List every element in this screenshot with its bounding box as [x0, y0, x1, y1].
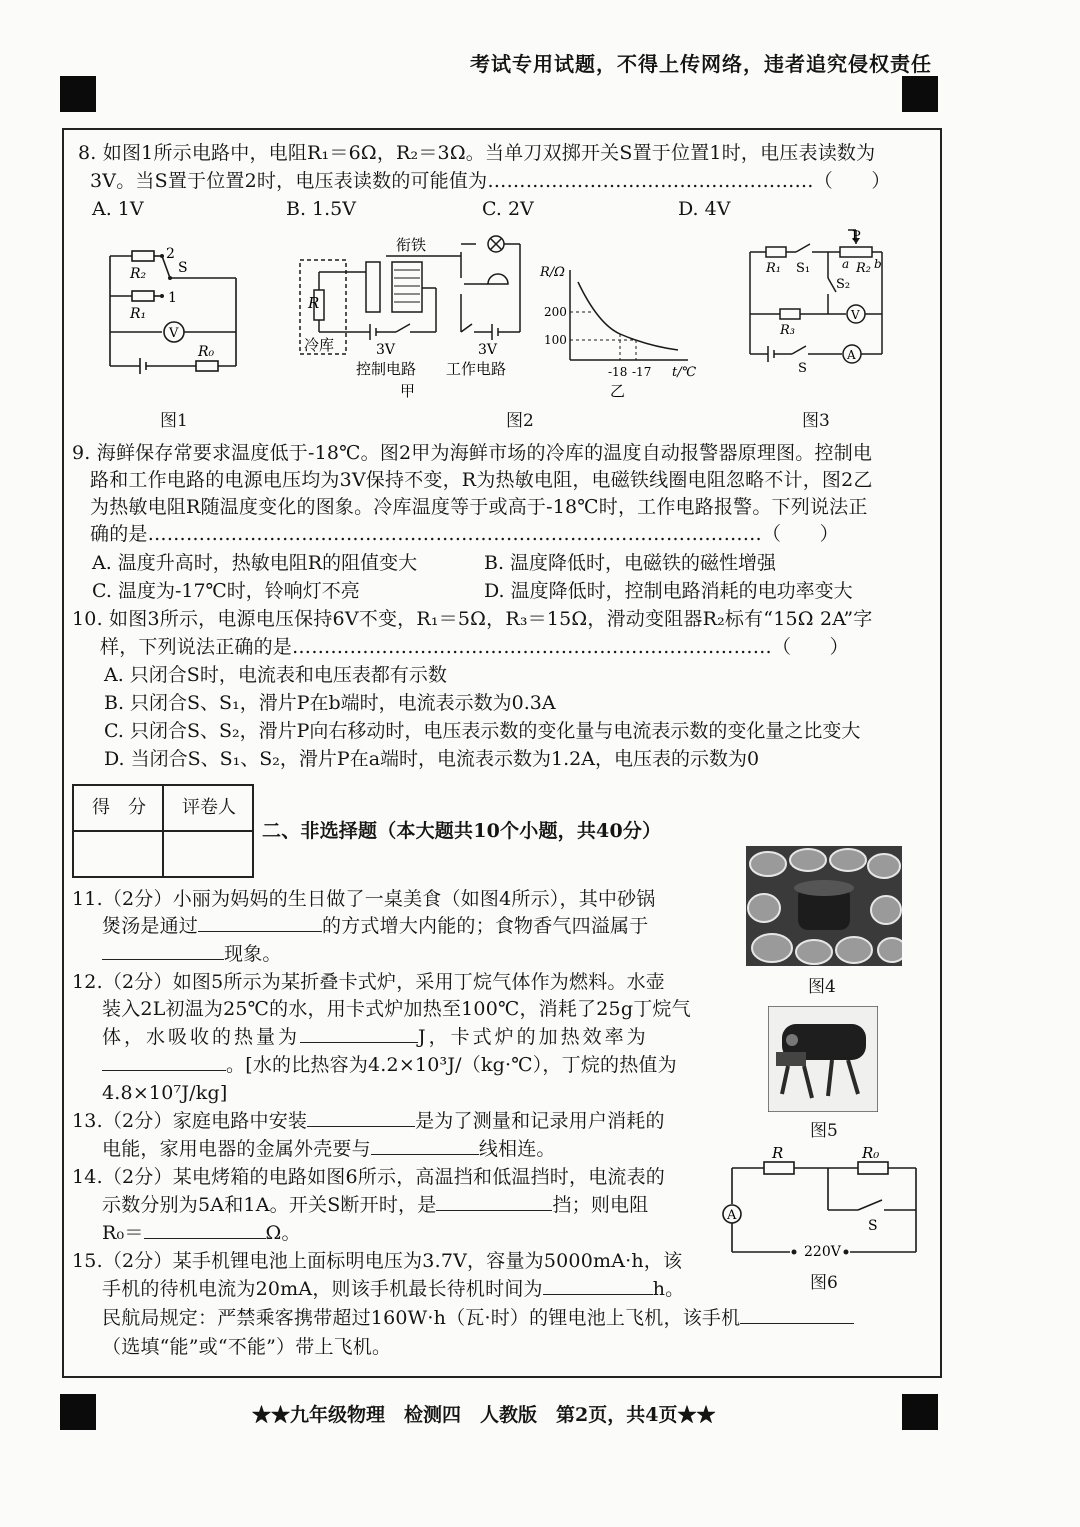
- fig3-label-ammeter: A: [847, 348, 856, 362]
- q15-blank-1[interactable]: [543, 1276, 653, 1295]
- graph-y-tick-200: 200: [544, 305, 567, 319]
- figure-3-circuit: [740, 226, 890, 380]
- registration-marker-bottom-right: [902, 1394, 938, 1430]
- q15-line-3: [102, 1305, 854, 1331]
- q10-option-a: A. 只闭合S时，电流表和电压表都有示数: [104, 664, 447, 686]
- fig6-label-r0: R₀: [862, 1146, 880, 1162]
- registration-marker-bottom-left: [60, 1394, 96, 1430]
- q15-text-b: h。: [652, 1278, 685, 1300]
- q12-line-2: 装入2L初温为25℃的水，用卡式炉加热至100℃，消耗了25g丁烷气: [102, 998, 691, 1020]
- fig2-label-armature: 衔铁: [396, 236, 427, 254]
- registration-marker-top-left: [60, 76, 96, 112]
- fig2-label-control-circuit: 控制电路: [356, 360, 417, 378]
- q12-blank-2[interactable]: [102, 1052, 226, 1071]
- fig1-label-s: S: [178, 260, 188, 276]
- fig1-label-v: V: [169, 326, 179, 341]
- q11-blank-2[interactable]: [102, 941, 224, 960]
- fig2-label-work-circuit: 工作电路: [446, 360, 507, 378]
- q12-line-4: [102, 1052, 677, 1078]
- q10-option-d: D. 当闭合S、S₁、S₂，滑片P在a端时，电流表示数为1.2A，电压表的示数为0: [104, 748, 760, 770]
- fig3-label-a: a: [842, 257, 850, 271]
- q13-text-d: 线相连。: [478, 1138, 556, 1160]
- q12-line-1: 12.（2分）如图5所示为某折叠卡式炉，采用丁烷气体作为燃料。水壶: [72, 971, 665, 993]
- figure-1-circuit: [100, 236, 250, 376]
- fig3-label-r3: R₃: [780, 323, 795, 338]
- fig2-label-r: R: [308, 294, 320, 312]
- figure-2-caption: 图2: [506, 411, 534, 431]
- score-header: 得 分: [92, 797, 146, 818]
- q15-blank-2[interactable]: [740, 1305, 854, 1324]
- figure-4-caption: 图4: [808, 977, 836, 997]
- q13-blank-2[interactable]: [371, 1136, 479, 1155]
- q13-text-c: 电能，家用电器的金属外壳要与: [102, 1138, 371, 1160]
- exam-notice: 考试专用试题，不得上传网络，违者追究侵权责任: [470, 52, 932, 76]
- q14-blank-1[interactable]: [436, 1192, 552, 1211]
- q14-text-a: 示数分别为5A和1A。开关S断开时，是: [102, 1194, 437, 1216]
- q10-option-c: C. 只闭合S、S₂，滑片P向右移动时，电压表示数的变化量与电流表示数的变化量之比变大: [104, 720, 861, 742]
- q15-text-a: 手机的待机电流为20mA，则该手机最长待机时间为: [102, 1278, 543, 1300]
- fig1-label-r1: R₁: [130, 306, 147, 322]
- q8-line-1: 8. 如图1所示电路中，电阻R₁＝6Ω，R₂＝3Ω。当单刀双掷开关S置于位置1时，电压表读数为: [78, 142, 876, 164]
- fig3-label-r1: R₁: [766, 261, 781, 276]
- q9-line-1: 9. 海鲜保存常要求温度低于-18℃。图2甲为海鲜市场的冷库的温度自动报警器原理图。控制电: [72, 442, 873, 464]
- q8-option-c: C. 2V: [482, 198, 534, 220]
- fig1-label-2: 2: [166, 246, 175, 262]
- q13-blank-1[interactable]: [307, 1108, 415, 1127]
- q9-line-2: 路和工作电路的电源电压均为3V保持不变，R为热敏电阻，电磁铁线圈电阻忽略不计，图2乙: [90, 469, 873, 491]
- q15-line-2: [102, 1276, 684, 1302]
- fig2-label-3v-control: 3V: [376, 342, 396, 358]
- q12-text-b: J，卡式炉的加热效率为: [418, 1026, 649, 1048]
- fig2-label-3v-work: 3V: [478, 342, 498, 358]
- q14-text-b: 挡；则电阻: [552, 1194, 649, 1216]
- registration-marker-top-right: [902, 76, 938, 112]
- q10-option-b: B. 只闭合S、S₁，滑片P在b端时，电流表示数为0.3A: [104, 692, 556, 714]
- q15-line-1: 15.（2分）某手机锂电池上面标明电压为3.7V，容量为5000mA·h，该: [72, 1250, 683, 1272]
- graph-xlabel: t/℃: [672, 365, 697, 380]
- fig3-label-v: V: [851, 308, 860, 322]
- q9-option-d: D. 温度降低时，控制电路消耗的电功率变大: [484, 580, 853, 602]
- q14-line-1: 14.（2分）某电烤箱的电路如图6所示，高温挡和低温挡时，电流表的: [72, 1166, 665, 1188]
- q11-line-3: [102, 941, 282, 967]
- q13-line-2: [102, 1136, 556, 1162]
- figure-5-caption: 图5: [810, 1121, 838, 1141]
- grader-header: 评卷人: [182, 797, 236, 818]
- figure-6-oven-circuit: [720, 1146, 930, 1260]
- fig6-label-220v: 220V: [804, 1244, 841, 1260]
- page-footer: ★★九年级物理 检测四 人教版 第2页，共4页★★: [252, 1404, 716, 1426]
- figure-1-caption: 图1: [160, 411, 188, 431]
- q12-text-a: 体，水吸收的热量为: [102, 1026, 301, 1048]
- figure-2-alarm-circuit: [296, 232, 526, 402]
- graph-x-tick-minus17: -17: [632, 365, 652, 379]
- graph-y-tick-100: 100: [544, 333, 567, 347]
- q13-line-1: [72, 1108, 665, 1134]
- q10-line-2: 样，下列说法正确的是…………………………………………………………………（ ）: [100, 636, 849, 658]
- q14-blank-2[interactable]: [144, 1220, 266, 1239]
- figure-3-caption: 图3: [802, 411, 830, 431]
- fig6-label-r: R: [772, 1146, 784, 1162]
- q14-line-2: [102, 1192, 648, 1218]
- q9-option-b: B. 温度降低时，电磁铁的磁性增强: [484, 552, 777, 574]
- graph-r-t-curve: [578, 282, 678, 350]
- figure-6-caption: 图6: [810, 1273, 838, 1293]
- fig3-label-s2: S₂: [836, 277, 851, 292]
- q11-text-b: 的方式增大内能的；食物香气四溢属于: [322, 915, 649, 937]
- q9-line-3: 为热敏电阻R随温度变化的图象。冷库温度等于或高于-18℃时，工作电路报警。下列说法正: [90, 496, 868, 518]
- fig3-label-s: S: [798, 361, 807, 376]
- q15-line-4: （选填“能”或“不能”）带上飞机。: [102, 1336, 392, 1358]
- q9-option-a: A. 温度升高时，热敏电阻R的阻值变大: [92, 552, 418, 574]
- q11-blank-1[interactable]: [198, 913, 322, 932]
- graph-ylabel: R/Ω: [540, 265, 565, 280]
- q11-line-2: [102, 913, 648, 939]
- graph-x-tick-minus18: -18: [608, 365, 628, 379]
- fig6-label-ammeter: A: [727, 1208, 737, 1223]
- score-table: [72, 784, 254, 878]
- section-2-title: 二、非选择题（本大题共10个小题，共40分）: [262, 820, 662, 842]
- q14-text-c: R₀＝: [102, 1222, 144, 1244]
- fig1-label-r2: R₂: [130, 266, 147, 282]
- fig3-label-b: b: [874, 257, 882, 271]
- q8-option-a: A. 1V: [92, 198, 144, 220]
- fig3-label-p: P: [852, 229, 861, 244]
- q13-text-b: 是为了测量和记录用户消耗的: [415, 1110, 665, 1132]
- q8-option-d: D. 4V: [678, 198, 731, 220]
- q14-text-d: Ω。: [265, 1222, 301, 1244]
- fig2-sub-caption-jia: 甲: [400, 382, 416, 400]
- graph-caption-yi: 乙: [610, 382, 626, 400]
- q15-text-c: 民航局规定：严禁乘客携带超过160W·h（瓦·时）的锂电池上飞机，该手机: [102, 1307, 741, 1329]
- figure-4-food-photo: [746, 846, 902, 966]
- figure-5-stove-photo: [768, 1006, 878, 1112]
- q8-line-2: 3V。当S置于位置2时，电压表读数的可能值为……………………………………………（ ）: [90, 170, 891, 192]
- q14-line-3: [102, 1220, 301, 1246]
- q9-line-4: 确的是……………………………………………………………………………………（ ）: [90, 523, 839, 545]
- q8-option-b: B. 1.5V: [286, 198, 356, 220]
- q11-line-1: 11.（2分）小丽为妈妈的生日做了一桌美食（如图4所示），其中砂锅: [72, 888, 656, 910]
- q13-text-a: 13.（2分）家庭电路中安装: [72, 1110, 308, 1132]
- q12-blank-1[interactable]: [300, 1024, 418, 1043]
- fig3-label-s1: S₁: [796, 261, 811, 276]
- q10-line-1: 10. 如图3所示，电源电压保持6V不变，R₁＝5Ω，R₃＝15Ω，滑动变阻器R₂标有“15Ω 2A”字: [72, 608, 873, 630]
- q12-text-c: 。[水的比热容为4.2×10³J/（kg·℃），丁烷的热值为: [226, 1054, 677, 1076]
- q11-text-c: 现象。: [224, 943, 282, 965]
- fig1-label-r0: R₀: [198, 344, 215, 360]
- fig1-label-1: 1: [168, 290, 177, 306]
- figure-2-resistance-graph: [538, 262, 698, 400]
- q11-text-a: 煲汤是通过: [102, 915, 199, 937]
- q12-line-3: [102, 1024, 649, 1050]
- fig2-label-cold-storage: 冷库: [304, 336, 335, 354]
- fig6-label-s: S: [868, 1218, 878, 1234]
- q9-option-c: C. 温度为-17℃时，铃响灯不亮: [92, 580, 360, 602]
- q12-line-5: 4.8×10⁷J/kg]: [102, 1082, 228, 1104]
- fig3-label-r2: R₂: [856, 261, 871, 276]
